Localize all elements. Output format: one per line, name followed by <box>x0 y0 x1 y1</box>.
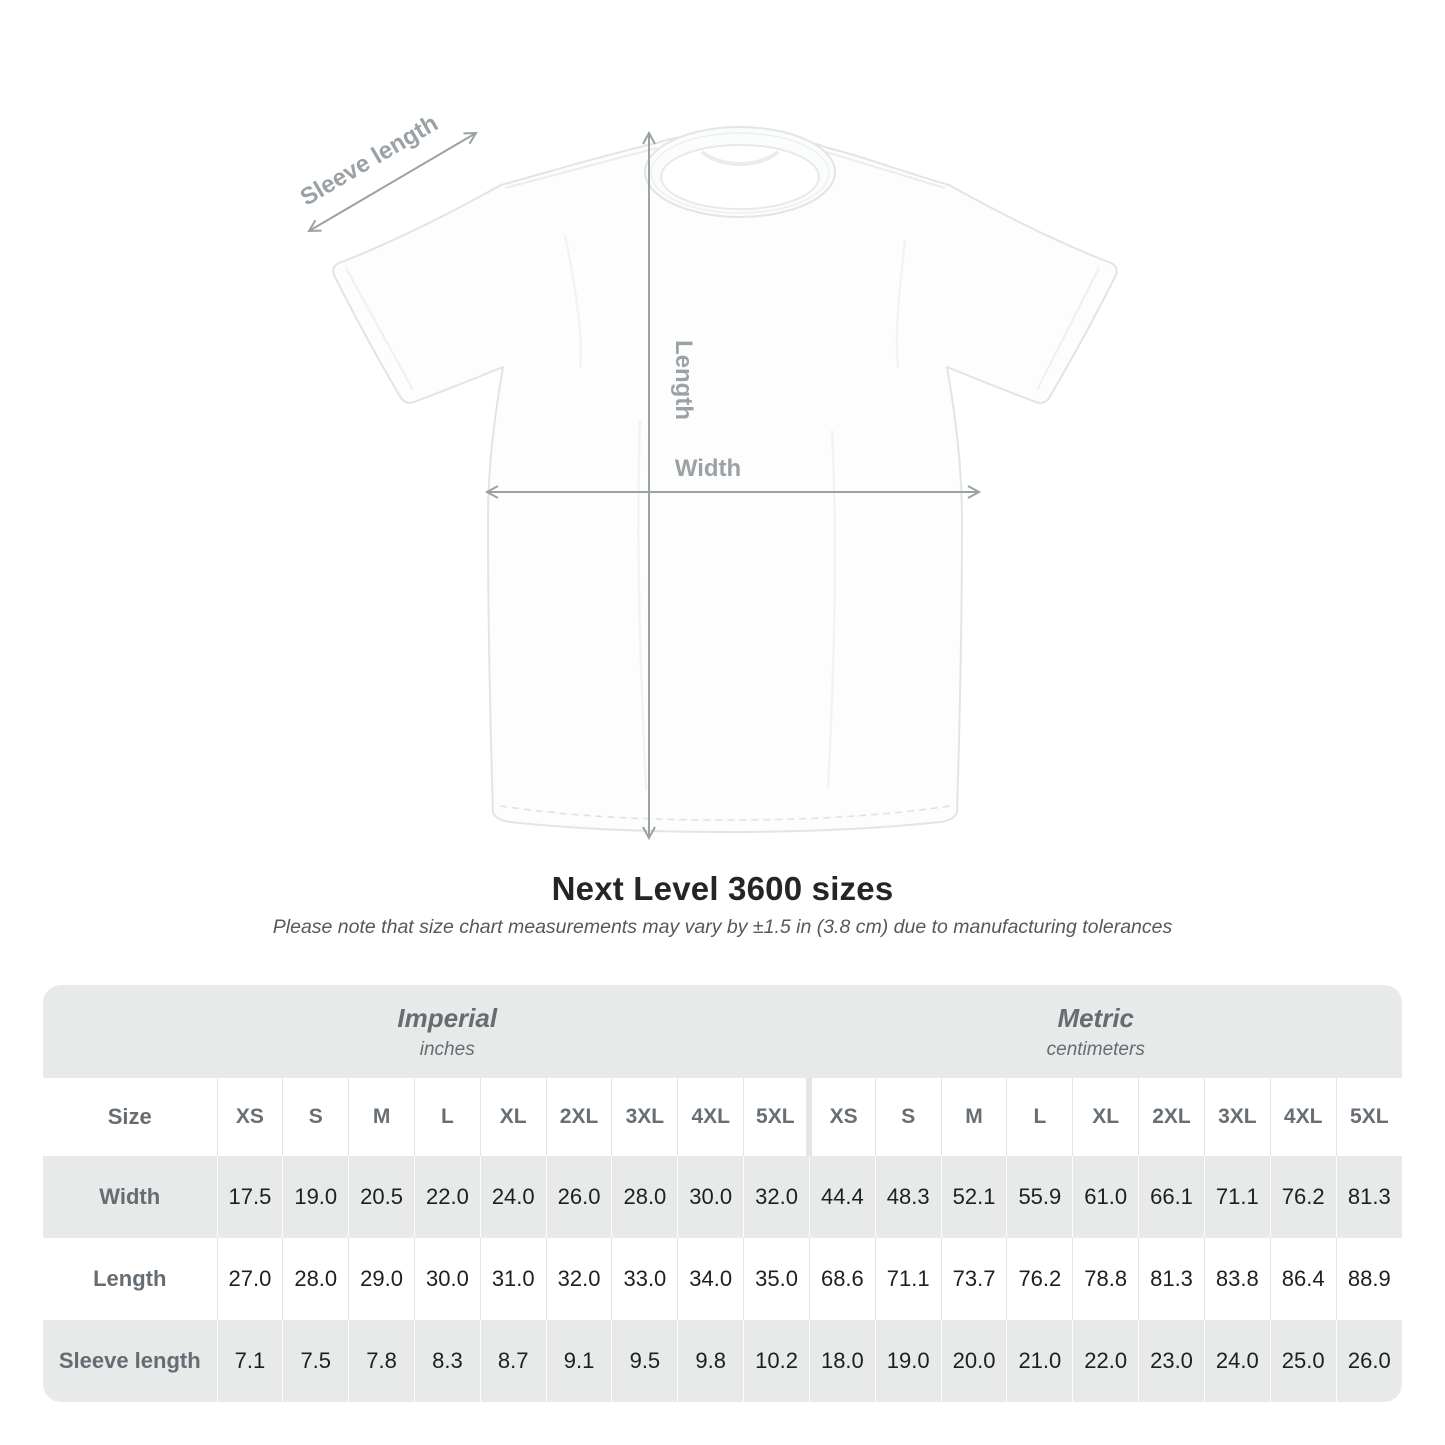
size-header-row <box>43 1078 1402 1156</box>
width-row <box>43 1156 1402 1238</box>
value-cell: 9.1 <box>546 1320 612 1402</box>
size-col-header: 4XL <box>1270 1078 1336 1156</box>
size-col-header: 4XL <box>678 1078 744 1156</box>
value-cell: 30.0 <box>414 1238 480 1320</box>
length-row <box>43 1238 1402 1320</box>
size-col-header: S <box>875 1078 941 1156</box>
metric-title: Metric <box>1057 1002 1135 1033</box>
value-cell: 76.2 <box>1007 1238 1073 1320</box>
collar <box>645 127 835 217</box>
length-label: Length <box>670 340 697 420</box>
size-col-header: XL <box>480 1078 546 1156</box>
size-col-header: L <box>414 1078 480 1156</box>
value-cell: 7.8 <box>349 1320 415 1402</box>
value-cell: 66.1 <box>1139 1156 1205 1238</box>
size-col-header: S <box>283 1078 349 1156</box>
value-cell: 76.2 <box>1270 1156 1336 1238</box>
value-cell: 7.1 <box>217 1320 283 1402</box>
value-cell: 81.3 <box>1139 1238 1205 1320</box>
imperial-subtitle: inches <box>419 1038 475 1060</box>
value-cell: 88.9 <box>1336 1238 1402 1320</box>
metric-subtitle: centimeters <box>1046 1038 1145 1060</box>
value-cell: 9.5 <box>612 1320 678 1402</box>
value-cell: 20.5 <box>349 1156 415 1238</box>
value-cell: 27.0 <box>217 1238 283 1320</box>
value-cell: 86.4 <box>1270 1238 1336 1320</box>
value-cell: 71.1 <box>1204 1156 1270 1238</box>
imperial-group-header <box>43 985 809 1078</box>
size-col-header: 2XL <box>1139 1078 1205 1156</box>
tshirt-body <box>333 133 1117 832</box>
size-col-header: M <box>941 1078 1007 1156</box>
row-label: Width <box>99 1184 161 1209</box>
value-cell: 22.0 <box>1073 1320 1139 1402</box>
value-cell: 68.6 <box>809 1238 875 1320</box>
value-cell: 26.0 <box>546 1156 612 1238</box>
value-cell: 26.0 <box>1336 1320 1402 1402</box>
size-col-header: 3XL <box>1204 1078 1270 1156</box>
value-cell: 31.0 <box>480 1238 546 1320</box>
value-cell: 32.0 <box>546 1238 612 1320</box>
value-cell: 10.2 <box>744 1320 810 1402</box>
size-col-header: 3XL <box>612 1078 678 1156</box>
size-col-header: XL <box>1073 1078 1139 1156</box>
sleeve-length-row <box>43 1320 1402 1402</box>
value-cell: 19.0 <box>875 1320 941 1402</box>
sleeve-length-label: Sleeve length <box>295 109 443 212</box>
size-label: Size <box>107 1104 152 1129</box>
size-col-header: 5XL <box>1336 1078 1402 1156</box>
value-cell: 73.7 <box>941 1238 1007 1320</box>
value-cell: 24.0 <box>480 1156 546 1238</box>
value-cell: 48.3 <box>875 1156 941 1238</box>
size-col-header: XS <box>217 1078 283 1156</box>
size-table <box>43 985 1402 1402</box>
value-cell: 25.0 <box>1270 1320 1336 1402</box>
value-cell: 61.0 <box>1073 1156 1139 1238</box>
value-cell: 8.7 <box>480 1320 546 1402</box>
value-cell: 19.0 <box>283 1156 349 1238</box>
value-cell: 8.3 <box>414 1320 480 1402</box>
value-cell: 71.1 <box>875 1238 941 1320</box>
value-cell: 7.5 <box>283 1320 349 1402</box>
value-cell: 21.0 <box>1007 1320 1073 1402</box>
value-cell: 32.0 <box>744 1156 810 1238</box>
value-cell: 44.4 <box>809 1156 875 1238</box>
value-cell: 20.0 <box>941 1320 1007 1402</box>
size-col-header: 5XL <box>744 1078 810 1156</box>
imperial-title: Imperial <box>397 1002 498 1033</box>
value-cell: 34.0 <box>678 1238 744 1320</box>
value-cell: 18.0 <box>809 1320 875 1402</box>
size-col-header: M <box>349 1078 415 1156</box>
value-cell: 29.0 <box>349 1238 415 1320</box>
value-cell: 78.8 <box>1073 1238 1139 1320</box>
value-cell: 24.0 <box>1204 1320 1270 1402</box>
value-cell: 55.9 <box>1007 1156 1073 1238</box>
value-cell: 9.8 <box>678 1320 744 1402</box>
tolerance-note: Please note that size chart measurements may vary by ±1.5 in (3.8 cm) due to manufacturing tolerances <box>272 916 1173 938</box>
metric-group-header <box>809 985 1402 1078</box>
unit-group-row <box>43 985 1402 1078</box>
value-cell: 22.0 <box>414 1156 480 1238</box>
row-label: Length <box>93 1266 167 1291</box>
page-title: Next Level 3600 sizes <box>551 870 894 907</box>
value-cell: 28.0 <box>612 1156 678 1238</box>
width-label: Width <box>674 455 742 482</box>
value-cell: 81.3 <box>1336 1156 1402 1238</box>
size-col-header: XS <box>809 1078 875 1156</box>
size-col-header: 2XL <box>546 1078 612 1156</box>
row-label: Sleeve length <box>58 1348 201 1373</box>
value-cell: 23.0 <box>1139 1320 1205 1402</box>
value-cell: 28.0 <box>283 1238 349 1320</box>
value-cell: 35.0 <box>744 1238 810 1320</box>
value-cell: 83.8 <box>1204 1238 1270 1320</box>
value-cell: 52.1 <box>941 1156 1007 1238</box>
value-cell: 30.0 <box>678 1156 744 1238</box>
value-cell: 17.5 <box>217 1156 283 1238</box>
size-col-header: L <box>1007 1078 1073 1156</box>
value-cell: 33.0 <box>612 1238 678 1320</box>
